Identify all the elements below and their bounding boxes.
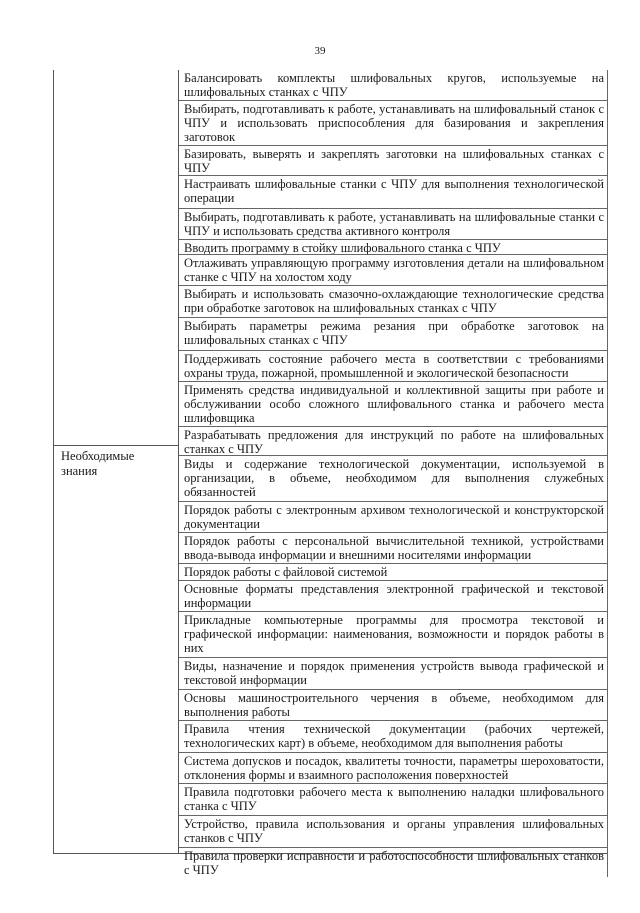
knowledge-row: Правила проверки исправности и работоспособности шлифовальных станков с ЧПУ <box>179 847 608 877</box>
skill-row: Выбирать, подготавливать к работе, устанавливать на шлифовальный станок с ЧПУ и использовать приспособления для базирования и закрепления заготовок <box>179 100 608 145</box>
skill-row: Выбирать, подготавливать к работе, устанавливать на шлифовальные станки с ЧПУ и использовать средства активного контроля <box>179 208 608 239</box>
knowledge-row: Виды, назначение и порядок применения устройств вывода графической и текстовой информации <box>179 657 608 689</box>
skill-row: Балансировать комплекты шлифовальных кругов, используемые на шлифовальных станках с ЧПУ <box>179 70 608 100</box>
label-column <box>54 70 178 853</box>
knowledge-row: Система допусков и посадок, квалитеты точности, параметры шероховатости, отклонения формы и взаимного расположения поверхностей <box>179 752 608 783</box>
section-divider <box>54 445 178 446</box>
skill-row: Вводить программу в стойку шлифовального станка с ЧПУ <box>179 239 608 254</box>
knowledge-row: Порядок работы с файловой системой <box>179 563 608 580</box>
skill-row: Выбирать параметры режима резания при обработке заготовок на шлифовальных станках с ЧПУ <box>179 317 608 350</box>
knowledge-row: Порядок работы с электронным архивом технологической и конструкторской документации <box>179 501 608 532</box>
competency-table <box>53 70 607 877</box>
knowledge-row: Устройство, правила использования и органы управления шлифовальных станков с ЧПУ <box>179 815 608 847</box>
knowledge-row: Порядок работы с персональной вычислительной техникой, устройствами ввода-вывода информации и внешними носителями информации <box>179 532 608 563</box>
knowledge-row: Прикладные компьютерные программы для просмотра текстовой и графической информации: наименования, возможности и порядок работы в них <box>179 611 608 657</box>
knowledge-row: Правила подготовки рабочего места к выполнению наладки шлифовального станка с ЧПУ <box>179 783 608 815</box>
knowledge-row: Виды и содержание технологической документации, используемой в организации, в объеме, необходимом для выполнения служебных обязанностей <box>179 455 608 501</box>
content-column <box>178 70 608 877</box>
page-number: 39 <box>314 45 326 57</box>
knowledge-label: Необходимые знания <box>61 449 135 478</box>
skill-row: Применять средства индивидуальной и коллективной защиты при работе и обслуживании особо сложного шлифовального станка и рабочего места шлифовщика <box>179 381 608 426</box>
skill-row: Разрабатывать предложения для инструкций по работе на шлифовальных станках с ЧПУ <box>179 426 608 455</box>
skill-row: Базировать, выверять и закреплять заготовки на шлифовальных станках с ЧПУ <box>179 145 608 175</box>
knowledge-row: Основные форматы представления электронной графической и текстовой информации <box>179 580 608 611</box>
knowledge-row: Правила чтения технической документации (рабочих чертежей, технологических карт) в объеме, необходимом для выполнения работы <box>179 720 608 752</box>
skill-row: Поддерживать состояние рабочего места в соответствии с требованиями охраны труда, пожарной, промышленной и экологической безопасности <box>179 350 608 381</box>
skill-row: Выбирать и использовать смазочно-охлаждающие технологические средства при обработке заготовок на шлифовальных станках с ЧПУ <box>179 285 608 317</box>
skill-row: Настраивать шлифовальные станки с ЧПУ для выполнения технологической операции <box>179 175 608 208</box>
skill-row: Отлаживать управляющую программу изготовления детали на шлифовальном станке с ЧПУ на холостом ходу <box>179 254 608 285</box>
knowledge-row: Основы машиностроительного черчения в объеме, необходимом для выполнения работы <box>179 689 608 720</box>
